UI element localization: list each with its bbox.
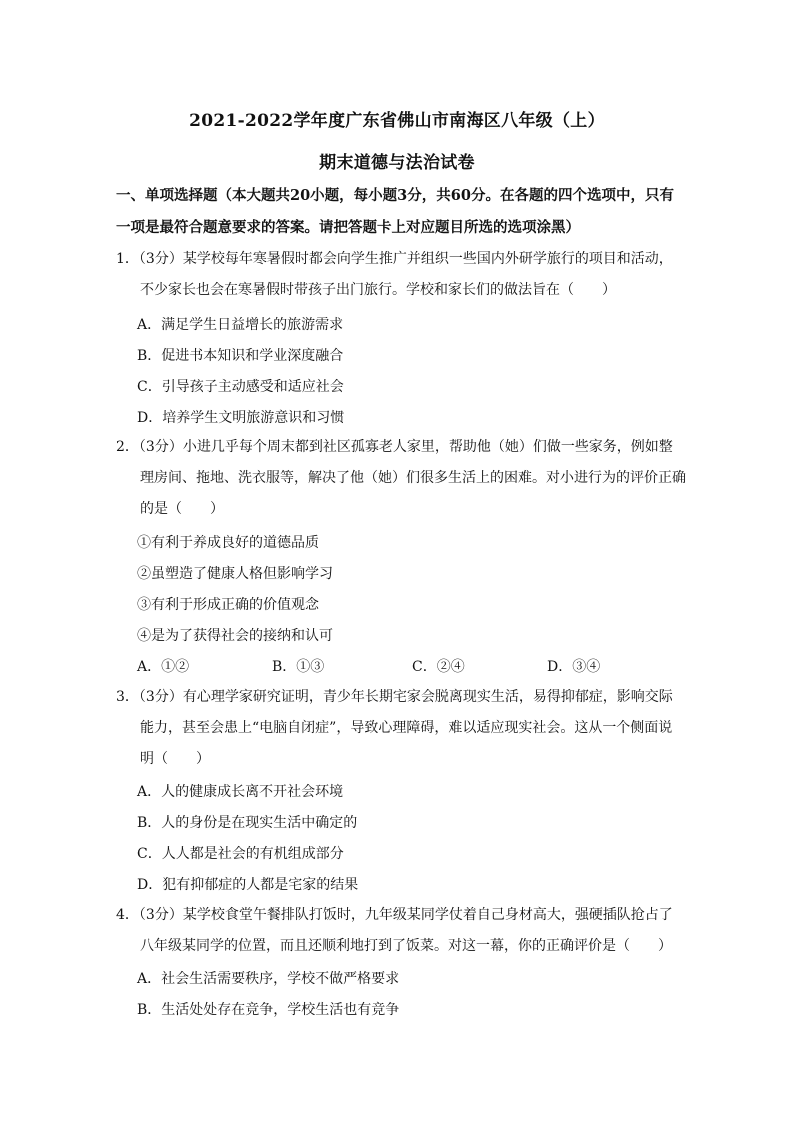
exam-title-line2: 期末道德与法治试卷 — [319, 153, 475, 173]
exam-title-line1: 2021-2022学年度广东省佛山市南海区八年级（上） — [189, 111, 605, 131]
question-3 — [116, 682, 686, 775]
question-4-text: 4．（3分）某学校食堂午餐排队打饭时，九年级某同学仗着自己身材高大，强硬插队抢占了八年级某同学的位置，而且还顺利地打到了饭菜。对这一幕，你的正确评价是（ ） — [116, 907, 673, 954]
question-2-option-c: C．②④ — [412, 659, 465, 675]
question-4-option-b: B．生活处处存在竞争，学校生活也有竞争 — [137, 1002, 400, 1018]
question-2-statement-4: ④是为了获得社会的接纳和认可 — [137, 628, 333, 644]
question-1-option-d: D．培养学生文明旅游意识和习惯 — [137, 410, 345, 426]
question-3-option-d: D．犯有抑郁症的人都是宅家的结果 — [137, 877, 359, 893]
question-2 — [116, 432, 686, 525]
question-2-option-a: A．①② — [137, 659, 190, 675]
question-2-option-b: B．①③ — [272, 659, 325, 675]
question-1-text: 1．（3分）某学校每年寒暑假时都会向学生推广并组织一些国内外研学旅行的项目和活动，不少家长也会在寒暑假时带孩子出门旅行。学校和家长们的做法旨在（ ） — [116, 251, 673, 298]
question-1-option-a: A．满足学生日益增长的旅游需求 — [137, 317, 344, 333]
question-2-options — [137, 656, 677, 676]
question-1 — [116, 244, 686, 306]
question-1-option-c: C．引导孩子主动感受和适应社会 — [137, 379, 344, 395]
question-3-text: 3．（3分）有心理学家研究证明，青少年长期宅家会脱离现实生活，易得抑郁症，影响交际能力，甚至会患上“电脑自闭症”，导致心理障碍，难以适应现实社会。这从一个侧面说明（ ） — [116, 689, 673, 767]
question-2-text: 2．（3分）小进几乎每个周末都到社区孤寡老人家里，帮助他（她）们做一些家务，例如整理房间、拖地、洗衣服等，解决了他（她）们很多生活上的困难。对小进行为的评价正确的是（ ） — [116, 439, 686, 517]
question-4-option-a: A．社会生活需要秩序，学校不做严格要求 — [137, 971, 400, 987]
question-2-statement-1: ①有利于养成良好的道德品质 — [137, 535, 319, 551]
section-instructions: 一、单项选择题（本大题共20小题，每小题3分，共60分。在各题的四个选项中，只有一项是最符合题意要求的答案。请把答题卡上对应题目所选的选项涂黑） — [116, 187, 674, 236]
question-1-option-b: B．促进书本知识和学业深度融合 — [137, 348, 344, 364]
question-2-option-d: D．③④ — [547, 659, 601, 675]
question-2-statement-3: ③有利于形成正确的价值观念 — [137, 597, 319, 613]
question-4 — [116, 900, 686, 962]
question-3-option-c: C．人人都是社会的有机组成部分 — [137, 846, 344, 862]
question-3-option-a: A．人的健康成长离不开社会环境 — [137, 784, 344, 800]
question-2-statement-2: ②虽塑造了健康人格但影响学习 — [137, 566, 333, 582]
question-3-option-b: B．人的身份是在现实生活中确定的 — [137, 815, 358, 831]
